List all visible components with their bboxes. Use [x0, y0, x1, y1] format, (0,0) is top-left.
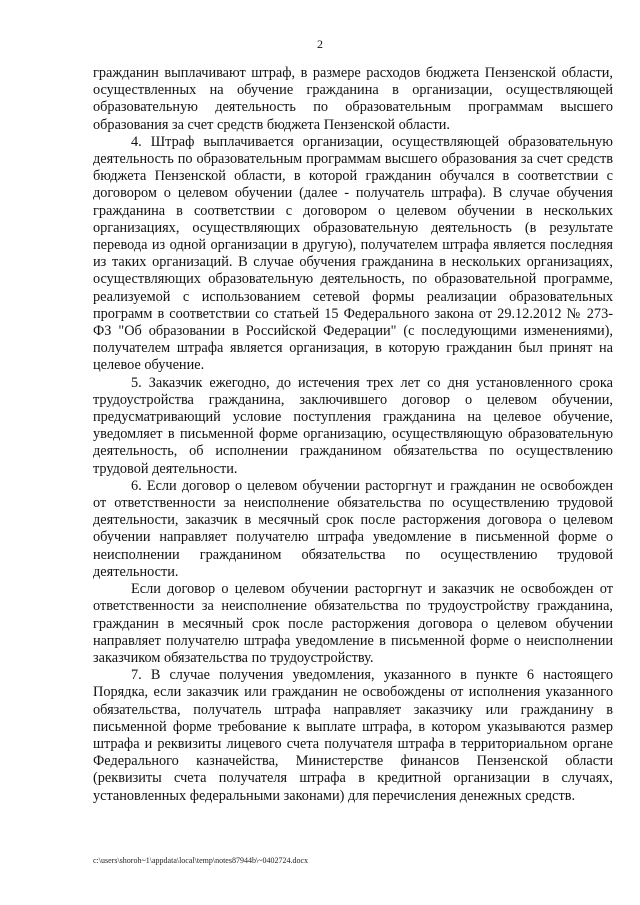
paragraph-item-4: 4. Штраф выплачивается организации, осуществляющей образовательную деятельность по образовательным программам высшего образования за счет средств бюджета Пензенской области, в которой гражданин обучался в соответствии с договором о целевом обучении (далее - получатель штрафа). В случае обучения гражданина в соответствии с договором о целевом обучении в нескольких организациях, осуществляющих образовательную деятельность (в результате перевода из одной организации в другую), получателем штрафа является последняя из таких организаций. В случае обучения гражданина в нескольких организациях, осуществляющих образовательную деятельность, по образовательной программе, реализуемой с использованием сетевой формы реализации образовательных программ в соответствии со статьей 15 Федерального закона от 29.12.2012 № 273-ФЗ "Об образовании в Российской Федерации" (с последующими изменениями), получателем штрафа является организация, в которую гражданин был принят на целевое обучение. [93, 133, 613, 374]
paragraph-item-5: 5. Заказчик ежегодно, до истечения трех лет со дня установленного срока трудоустройства гражданина, заключившего договор о целевом обучении, предусматривающий условие поступления гражданина на целевое обучение, уведомляет в письменной форме организацию, осуществляющую образовательную деятельность, об исполнении гражданином обязательства по осуществлению трудовой деятельности. [93, 374, 613, 477]
paragraph-item-7: 7. В случае получения уведомления, указанного в пункте 6 настоящего Порядка, если заказчик или гражданин не освобождены от исполнения указанного обязательства, получатель штрафа направляет заказчику или гражданину в письменной форме требование к выплате штрафа, в котором указываются размер штрафа и реквизиты лицевого счета получателя штрафа в территориальном органе Федерального казначейства, Министерстве финансов Пензенской области (реквизиты счета получателя штрафа в кредитной организации в случаях, установленных федеральными законами) для перечисления денежных средств. [93, 667, 613, 804]
paragraph-continuation: гражданин выплачивают штраф, в размере расходов бюджета Пензенской области, осуществленных на обучение гражданина в организации, осуществляющей образовательную деятельность по образовательным программам высшего образования за счет средств бюджета Пензенской области. [93, 65, 613, 133]
footer-file-path: c:\users\shoroh~1\appdata\local\temp\notes87944b\~0402724.docx [93, 856, 309, 865]
paragraph-item-6-second: Если договор о целевом обучении расторгнут и заказчик не освобожден от ответственности за неисполнение обязательства по трудоустройству гражданина, гражданин в месячный срок после расторжения договора о целевом обучении направляет получателю штрафа уведомление в письменной форме о неисполнении заказчиком обязательства по трудоустройству. [93, 581, 613, 666]
page-number: 2 [317, 37, 323, 51]
document-body [93, 65, 613, 805]
paragraph-item-6: 6. Если договор о целевом обучении расторгнут и гражданин не освобожден от ответственности за неисполнение обязательства по осуществлению трудовой деятельности, заказчик в месячный срок после расторжения договора о целевом обучении направляет получателю штрафа уведомление в письменной форме о неисполнении гражданином обязательства по осуществлению трудовой деятельности. [93, 477, 613, 580]
